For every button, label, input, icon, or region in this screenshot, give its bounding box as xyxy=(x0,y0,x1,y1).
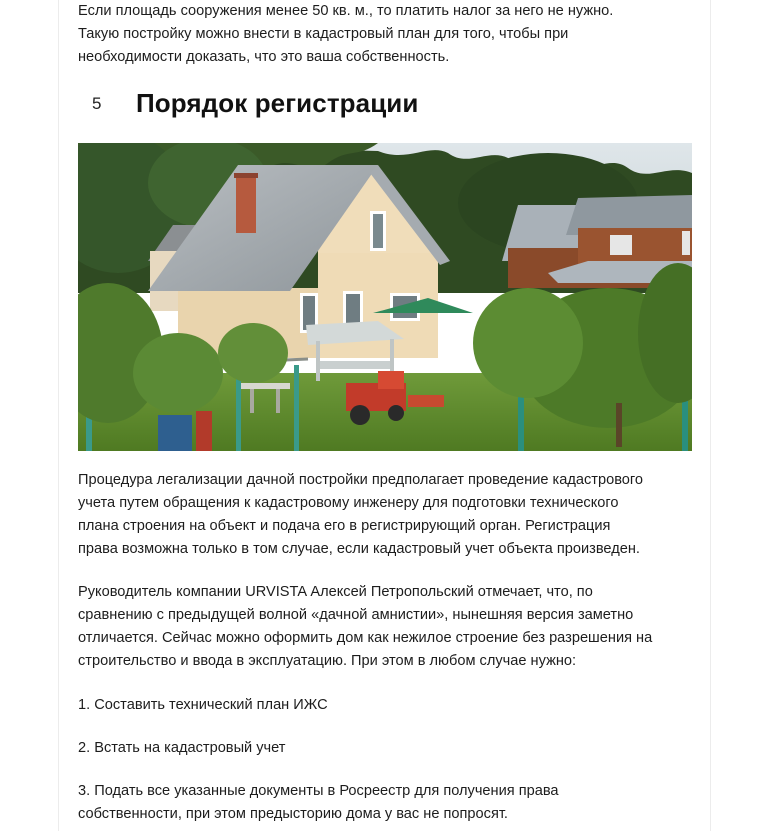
text-line: Такую постройку можно внести в кадастровый план для того, чтобы при xyxy=(78,26,569,42)
text-line: необходимости доказать, что это ваша собственность. xyxy=(78,49,450,65)
list-item xyxy=(78,694,694,717)
text-line: права возможна только в том случае, если кадастровый учет объекта произведен. xyxy=(78,541,640,557)
section-heading xyxy=(78,88,418,119)
list-item xyxy=(78,780,694,826)
text-line: учета путем обращения к кадастровому инженеру для подготовки технического xyxy=(78,495,619,511)
paragraph-registration xyxy=(78,469,694,561)
house-photo xyxy=(78,143,692,451)
paragraph-urvista xyxy=(78,581,694,673)
list-item xyxy=(78,737,694,760)
text-line: собственности, при этом предысторию дома у вас не попросят. xyxy=(78,806,508,822)
text-line: Если площадь сооружения менее 50 кв. м., то платить налог за него не нужно. xyxy=(78,3,614,19)
text-line: Процедура легализации дачной постройки предполагает проведение кадастрового xyxy=(78,472,644,488)
section-title: Порядок регистрации xyxy=(136,88,419,118)
text-line: 2. Встать на кадастровый учет xyxy=(78,740,286,756)
section-number: 5 xyxy=(92,93,102,113)
intro-paragraph xyxy=(78,0,694,69)
text-line: 3. Подать все указанные документы в Росреестр для получения права xyxy=(78,783,559,799)
text-line: строительство и ввода в эксплуатацию. При этом в любом случае нужно: xyxy=(78,653,577,669)
text-line: отличается. Сейчас можно оформить дом как нежилое строение без разрешения на xyxy=(78,630,653,646)
text-line: плана строения на объект и подача его в регистрирующий орган. Регистрация xyxy=(78,518,611,534)
text-line: 1. Составить технический план ИЖС xyxy=(78,697,328,713)
text-line: Руководитель компании URVISTA Алексей Петропольский отмечает, что, по xyxy=(78,584,593,600)
page-border-right xyxy=(710,0,711,831)
page-border-left xyxy=(58,0,59,831)
text-line: сравнению с предыдущей волной «дачной амнистии», нынешняя версия заметно xyxy=(78,607,634,623)
